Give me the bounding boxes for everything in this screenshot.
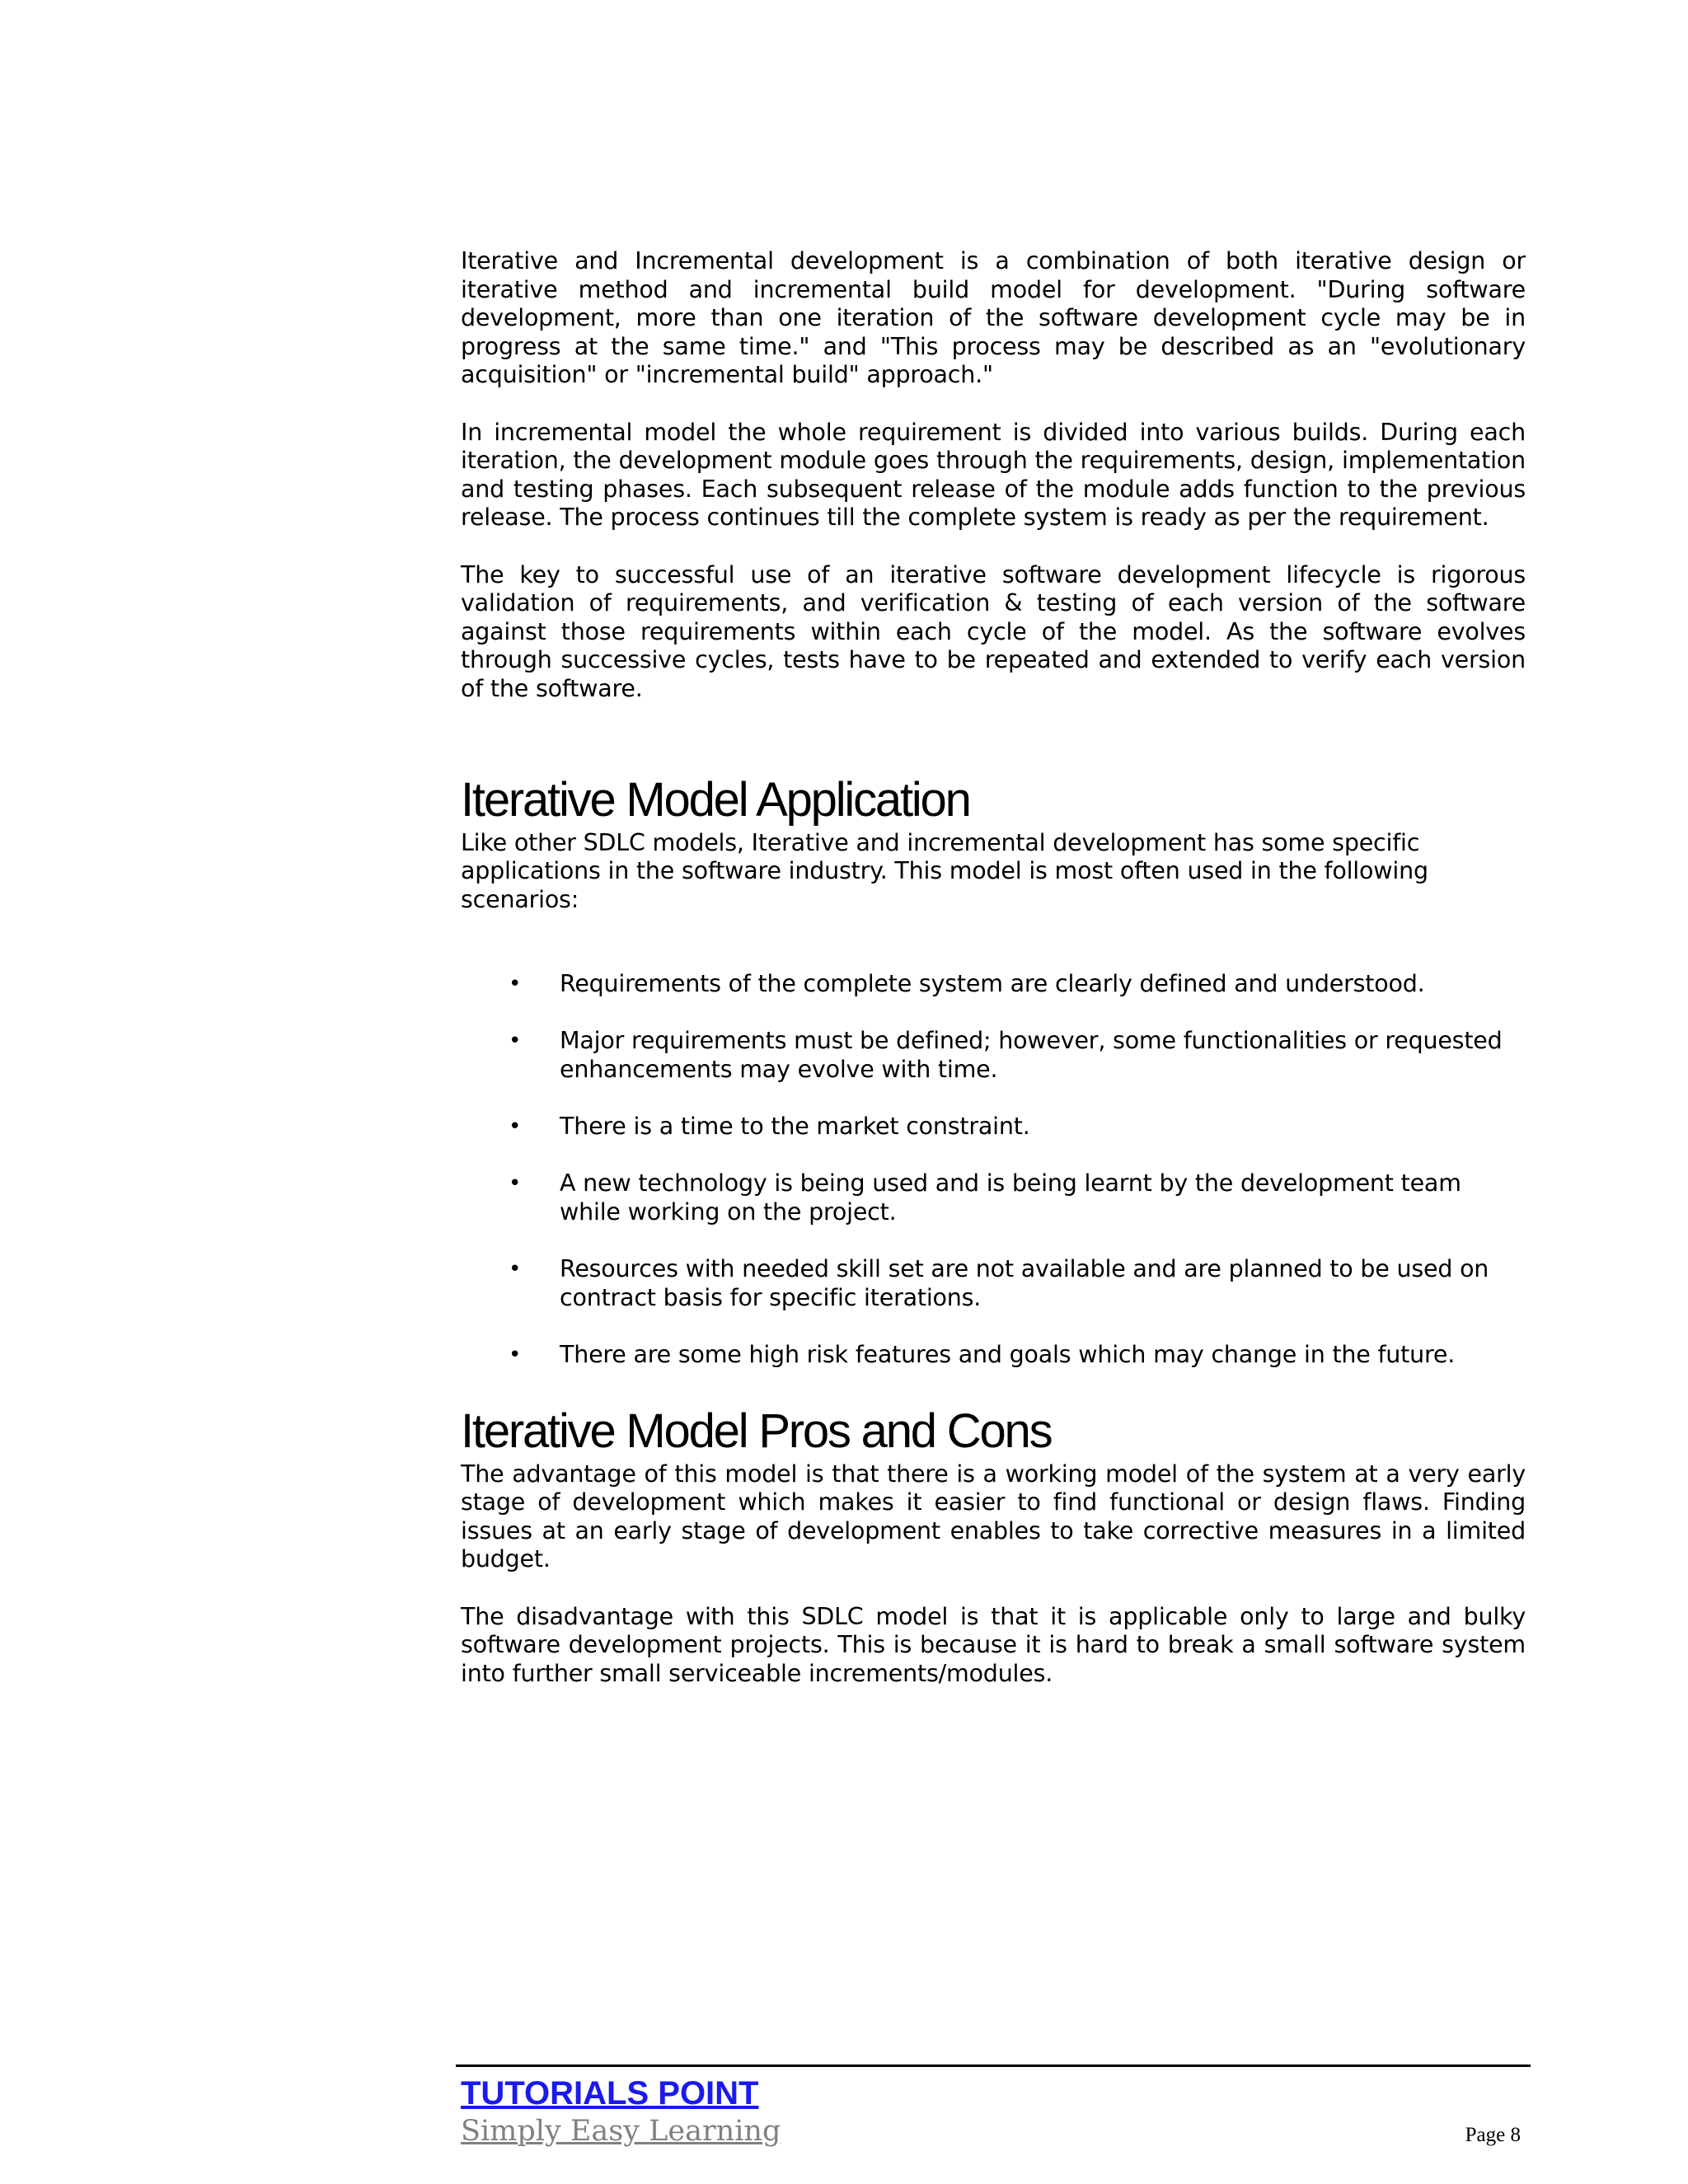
list-item xyxy=(461,1169,1526,1226)
bullet-icon: • xyxy=(509,1343,522,1367)
section-heading-pros-cons: Iterative Model Pros and Cons xyxy=(461,1404,1052,1458)
list-item-text: There is a time to the market constraint. xyxy=(560,1113,1030,1141)
intro-paragraph-1: Iterative and Incremental development is a combination of both iterative design or iterative method and incremental build model for development. "During software development, more than one iteration of the software development cycle may be in progress at the same time." and "This process may be described as an "evolutionary acquisition" or "incremental build" approach." xyxy=(461,247,1526,389)
tagline-link[interactable]: Simply Easy Learning xyxy=(461,2115,781,2148)
list-item xyxy=(461,970,1526,999)
list-item-text: A new technology is being used and is being learnt by the development team while working on the project. xyxy=(560,1169,1461,1226)
list-item xyxy=(461,1113,1526,1141)
list-item-text: Resources with needed skill set are not available and are planned to be used on contract basis for specific iterations. xyxy=(560,1255,1489,1311)
page-footer xyxy=(456,2064,1531,2148)
footer-divider xyxy=(456,2064,1531,2067)
brand-link[interactable]: TUTORIALS POINT xyxy=(461,2075,759,2111)
intro-paragraph-2: In incremental model the whole requirement is divided into various builds. During each iteration, the development module goes through the requirements, design, implementation and testing phases. Each subsequent release of the module adds function to the previous release. The process continues till the complete system is ready as per the requirement. xyxy=(461,418,1526,532)
list-item-text: Requirements of the complete system are clearly defined and understood. xyxy=(560,970,1425,998)
section-heading-application: Iterative Model Application xyxy=(461,772,970,827)
application-bullet-list xyxy=(461,970,1526,1369)
cons-paragraph: The disadvantage with this SDLC model is that it is applicable only to large and bulky software development projects. This is because it is hard to break a small software system into further small serviceable increments/modules. xyxy=(461,1602,1526,1687)
pros-paragraph: The advantage of this model is that there is a working model of the system at a very early stage of development which makes it easier to find functional or design flaws. Finding issues at an early stage of development enables to take corrective measures in a limited budget. xyxy=(461,1460,1526,1573)
bullet-icon: • xyxy=(509,1029,522,1054)
bullet-icon: • xyxy=(509,1171,522,1197)
page-content xyxy=(461,247,1526,1688)
list-item xyxy=(461,1027,1526,1084)
list-item xyxy=(461,1255,1526,1312)
list-item xyxy=(461,1341,1526,1370)
bullet-icon: • xyxy=(509,1257,522,1282)
list-item-text: Major requirements must be defined; however, some functionalities or requested enhancements may evolve with time. xyxy=(560,1027,1503,1084)
intro-paragraph-3: The key to successful use of an iterative software development lifecycle is rigorous validation of requirements, and verification & testing of each version of the software against those requirements within each cycle of the model. As the software evolves through successive cycles, tests have to be repeated and extended to verify each version of the software. xyxy=(461,560,1526,702)
list-item-text: There are some high risk features and goals which may change in the future. xyxy=(560,1341,1456,1368)
bullet-icon: • xyxy=(509,1114,522,1140)
bullet-icon: • xyxy=(509,972,522,997)
page-number: Page 8 xyxy=(1465,2124,1521,2146)
application-intro: Like other SDLC models, Iterative and incremental development has some specific applications in the software industry. This model is most often used in the following scenarios: xyxy=(461,828,1428,913)
